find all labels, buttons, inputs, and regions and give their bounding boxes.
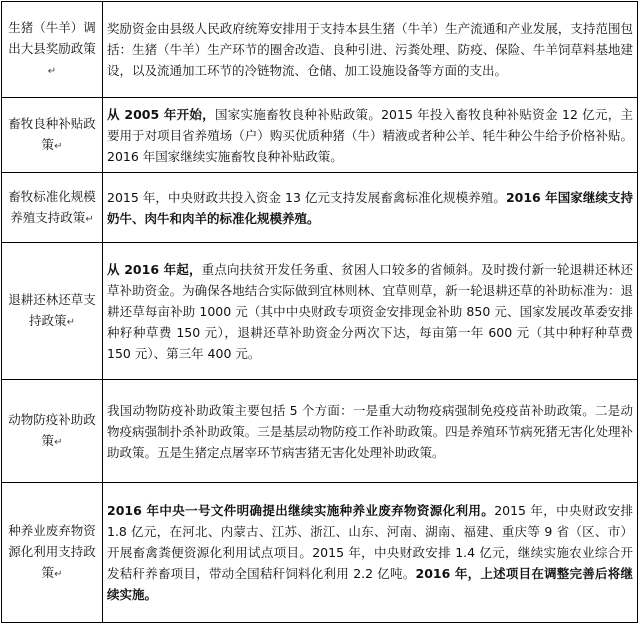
policy-content: 从 2005 年开始，国家实施畜牧良种补贴政策。2015 年投入畜牧良种补贴资金 12 亿元，主要用于对项目省养殖场（户）购买优质种猪（牛）精液或者种公羊、牦牛种公牛给予价格补贴。2016 年国家继续实施畜牧良种补贴政策。 bbox=[103, 98, 638, 173]
policy-content: 2016 年中央一号文件明确提出继续实施种养业废弃物资源化利用。2015 年，中央财政安排 1.8 亿元，在河北、内蒙古、江苏、浙江、山东、河南、湖南、福建、重庆等 9 省（区、市）开展畜禽粪便资源化利用试点项目。2015 年，中央财政安排 1.4 亿元，继续实施农业综合开发秸秆养畜项目，带动全国秸秆饲料化利用 2.2 亿吨。2016 年，上述项目在调整完善后将继续实施。 bbox=[103, 483, 638, 623]
paragraph-mark: ↵ bbox=[85, 213, 94, 225]
table-row bbox=[2, 380, 638, 483]
policy-table bbox=[1, 1, 638, 623]
table-row bbox=[2, 98, 638, 173]
policy-name: 退耕还林还草支持政策↵ bbox=[2, 243, 103, 380]
table-row bbox=[2, 243, 638, 380]
policy-name: 生猪（牛羊）调出大县奖励政策↵ bbox=[2, 2, 103, 98]
table-row bbox=[2, 173, 638, 243]
policy-name: 动物防疫补助政策↵ bbox=[2, 380, 103, 483]
policy-content: 我国动物防疫补助政策主要包括 5 个方面：一是重大动物疫病强制免疫疫苗补助政策。二是动物疫病强制扑杀补助政策。三是基层动物防疫工作补助政策。四是养殖环节病死猪无害化处理补助政策。五是生猪定点屠宰环节病害猪无害化处理补助政策。 bbox=[103, 380, 638, 483]
paragraph-mark: ↵ bbox=[66, 317, 75, 328]
paragraph-mark: ↵ bbox=[54, 569, 63, 580]
paragraph-mark: ↵ bbox=[54, 437, 63, 448]
policy-name: 畜牧标准化规模养殖支持政策↵ bbox=[2, 173, 103, 243]
policy-content: 2015 年，中央财政共投入资金 13 亿元支持发展畜禽标准化规模养殖。2016 年国家继续支持奶牛、肉牛和肉羊的标准化规模养殖。 bbox=[103, 173, 638, 243]
policy-name: 畜牧良种补贴政策↵ bbox=[2, 98, 103, 173]
policy-name: 种养业废弃物资源化利用支持政策↵ bbox=[2, 483, 103, 623]
table-row bbox=[2, 2, 638, 98]
policy-content: 奖励资金由县级人民政府统筹安排用于支持本县生猪（牛羊）生产流通和产业发展，支持范围包括：生猪（牛羊）生产环节的圈舍改造、良种引进、污粪处理、防疫、保险、牛羊饲草料基地建设，以及流通加工环节的冷链物流、仓储、加工设施设备等方面的支出。 bbox=[103, 2, 638, 98]
paragraph-mark: ↵ bbox=[54, 141, 63, 152]
table-row bbox=[2, 483, 638, 623]
policy-content: 从 2016 年起，重点向扶贫开发任务重、贫困人口较多的省倾斜。及时拨付新一轮退耕还林还草补助资金。为确保各地结合实际做到宜林则林、宜草则草，新一轮退耕还草的补助标准为：退耕还草每亩补助 1000 元（其中中央财政专项资金安排现金补助 850 元、国家发展改革委安排种籽种草费 150 元），退耕还草补助资金分两次下达，每亩第一年 600 元（其中种籽种草费 150 元）、第三年 400 元。 bbox=[103, 243, 638, 380]
paragraph-mark: ↵ bbox=[47, 66, 57, 77]
